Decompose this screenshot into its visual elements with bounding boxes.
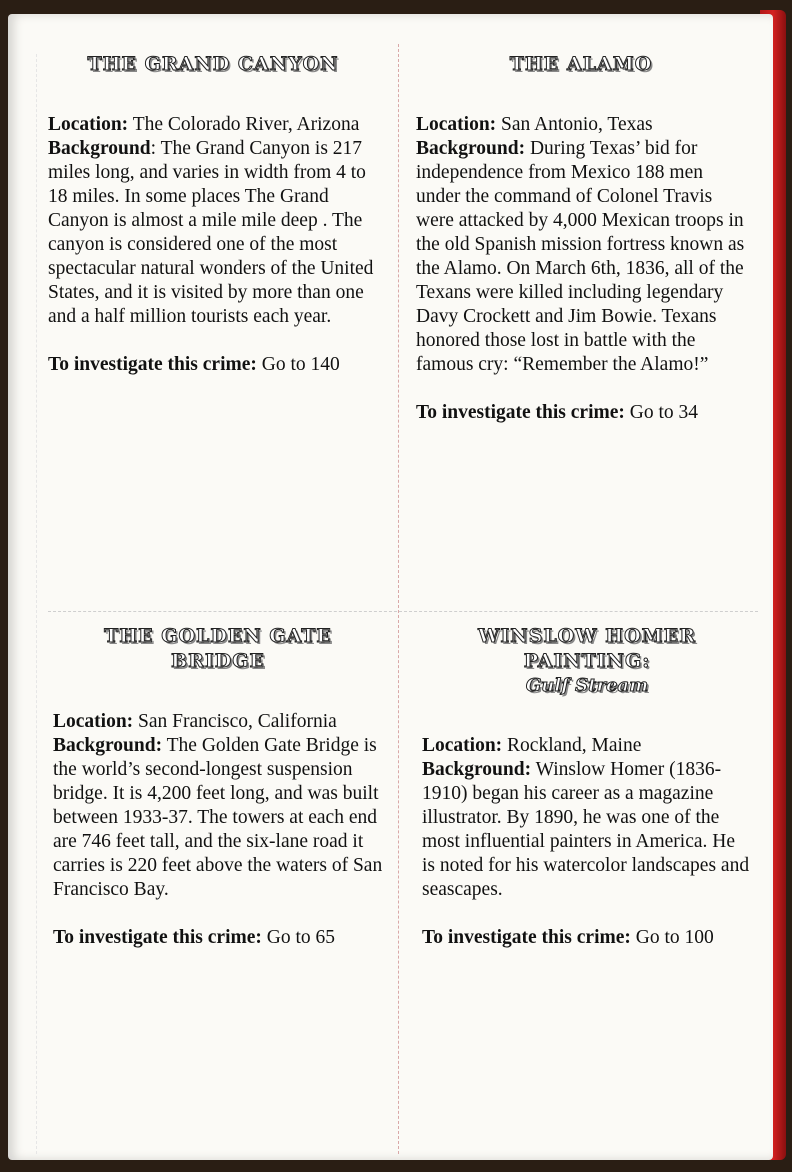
location-value: San Francisco, California xyxy=(138,711,337,732)
investigate-label: To investigate this crime: xyxy=(48,354,257,375)
investigate-line xyxy=(422,926,752,950)
background-label: Background: xyxy=(422,759,532,780)
horizontal-cut-line xyxy=(48,611,758,612)
card-alamo xyxy=(416,52,746,425)
background-text: The Golden Gate Bridge is the world’s second-longest suspension bridge. It is 4,200 feet long, and was built between 1933-37. The towers at each end are 746 feet tall, and the six-lane road it carries is 220 feet above the waters of San Francisco Bay. xyxy=(53,735,383,900)
card-body xyxy=(422,734,752,902)
background-label: Background: xyxy=(53,735,163,756)
vertical-cut-line xyxy=(398,44,399,1154)
location-label: Location: xyxy=(48,114,129,135)
location-label: Location: xyxy=(422,735,503,756)
investigate-label: To investigate this crime: xyxy=(422,927,631,948)
background-separator: : xyxy=(150,138,157,159)
card-title: WINSLOW HOMER PAINTING: xyxy=(478,625,696,672)
location-value: San Antonio, Texas xyxy=(501,114,653,135)
investigate-label: To investigate this crime: xyxy=(53,927,262,948)
investigate-target: Go to 65 xyxy=(266,927,335,948)
card-winslow-homer xyxy=(422,624,752,950)
investigate-target: Go to 100 xyxy=(635,927,714,948)
investigate-target: Go to 34 xyxy=(629,402,698,423)
page xyxy=(8,14,773,1160)
location-label: Location: xyxy=(416,114,497,135)
background-text: During Texas’ bid for independence from Mexico 188 men under the command of Colonel Travis were attacked by 4,000 Mexican troops in the old Spanish mission fortress known as the Alamo. On March 6th, 1836, all of the Texans were killed including legendary Davy Crockett and Jim Bowie. Texans honored those lost in battle with the famous cry: “Remember the Alamo!” xyxy=(416,138,745,375)
location-value: The Colorado River, Arizona xyxy=(132,114,360,135)
investigate-line xyxy=(53,926,383,950)
card-subtitle: Gulf Stream xyxy=(525,675,649,696)
card-grand-canyon xyxy=(48,52,378,377)
location-label: Location: xyxy=(53,711,134,732)
background-text: Winslow Homer (1836-1910) began his career as a magazine illustrator. By 1890, he was one of the most influential painters in America. He is noted for his watercolor landscapes and seascapes. xyxy=(422,759,750,900)
background-label: Background: xyxy=(416,138,526,159)
investigate-label: To investigate this crime: xyxy=(416,402,625,423)
card-title: THE ALAMO xyxy=(509,53,653,75)
background-text: The Grand Canyon is 217 miles long, and varies in width from 4 to 18 miles. In some places The Grand Canyon is almost a mile mile deep . The canyon is considered one of the most spectacular natural wonders of the United States, and it is visited by more than one and a half million tourists each year. xyxy=(48,138,374,327)
card-body xyxy=(48,113,378,329)
card-title: THE GRAND CANYON xyxy=(87,53,339,75)
investigate-line xyxy=(48,353,378,377)
card-body xyxy=(416,113,746,377)
investigate-line xyxy=(416,401,746,425)
card-title: THE GOLDEN GATE BRIDGE xyxy=(104,625,332,672)
card-golden-gate xyxy=(53,624,383,950)
background-label: Background xyxy=(48,138,151,159)
card-body xyxy=(53,710,383,902)
left-cut-line xyxy=(36,54,37,1154)
investigate-target: Go to 140 xyxy=(261,354,340,375)
location-value: Rockland, Maine xyxy=(507,735,642,756)
